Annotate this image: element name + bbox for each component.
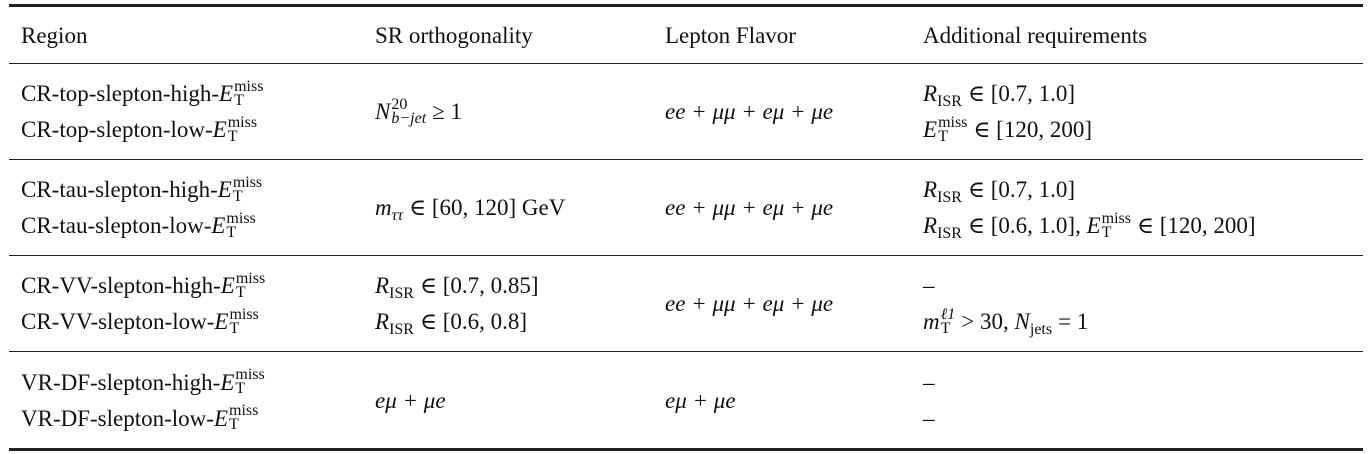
additional-cell: R ISR ∈ [0.7, 1.0] R ISR ∈ [0.6, 1.0], E miss T ∈ [120, 200] — [923, 177, 1256, 242]
table-container — [9, 0, 1363, 454]
table-row — [9, 352, 1363, 450]
header-row — [9, 6, 1363, 64]
sr-cell: m ττ ∈ [60, 120] GeV — [375, 195, 566, 224]
region-cell — [9, 256, 363, 352]
additional-cell: – – — [923, 369, 935, 431]
region-cell — [9, 160, 363, 256]
flavor-cell: ee + μμ + eμ + μe — [665, 99, 834, 124]
region-name: CR-tau-slepton-high- E miss T — [21, 173, 263, 205]
additional-cell: – m ℓ1 T > 30, N jets = 1 — [923, 273, 1089, 338]
header-additional-requirements: Additional requirements — [923, 22, 1148, 48]
sr-cell: eμ + μe — [375, 387, 446, 413]
sr-cell: N 20 b−jet ≥ 1 — [375, 95, 463, 127]
region-name: CR-tau-slepton-low- E miss T — [21, 209, 256, 241]
flavor-cell: eμ + μe — [665, 387, 736, 413]
region-name: VR-DF-slepton-low- E miss T — [21, 402, 259, 433]
table-row — [9, 64, 1363, 160]
header-sr-orthogonality: SR orthogonality — [375, 22, 533, 48]
region-name: CR-top-slepton-high- E miss T — [21, 77, 264, 109]
sr-cell: R ISR ∈ [0.7, 0.85] R ISR ∈ [0.6, 0.8] — [375, 273, 539, 338]
region-cell — [9, 64, 363, 160]
control-regions-table — [9, 4, 1363, 451]
region-cell — [9, 352, 363, 450]
table-row — [9, 160, 1363, 256]
additional-cell: R ISR ∈ [0.7, 1.0] E miss T ∈ [120, 200] — [923, 81, 1092, 145]
header-region: Region — [21, 22, 88, 48]
region-name: VR-DF-slepton-high- E miss T — [21, 366, 265, 397]
region-name: CR-VV-slepton-low- E miss T — [21, 305, 259, 337]
table-row — [9, 256, 1363, 352]
region-name: CR-VV-slepton-high- E miss T — [21, 269, 266, 301]
flavor-cell: ee + μμ + eμ + μe — [665, 291, 834, 316]
flavor-cell: ee + μμ + eμ + μe — [665, 195, 834, 220]
header-lepton-flavor: Lepton Flavor — [665, 22, 796, 48]
region-name: CR-top-slepton-low- E miss T — [21, 113, 258, 145]
